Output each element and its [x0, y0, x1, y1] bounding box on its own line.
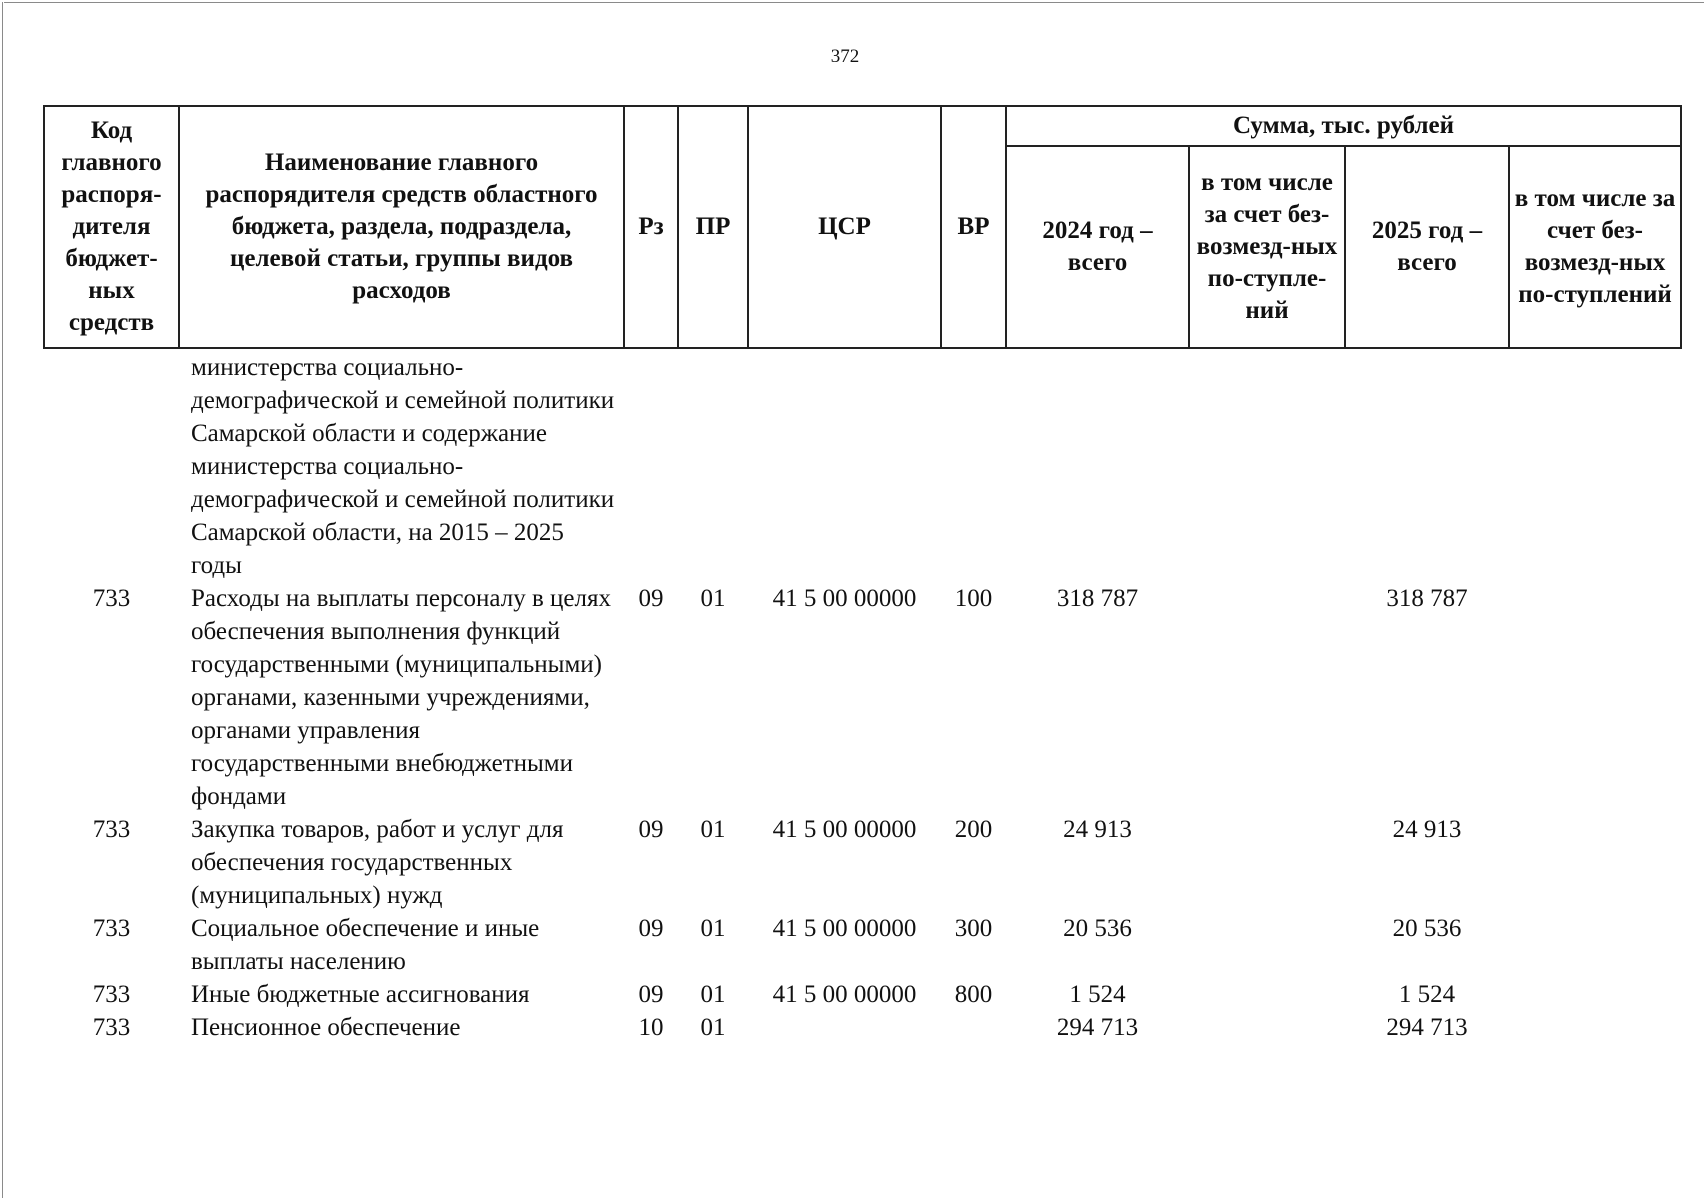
- header-code: Код главного распоря-дителя бюджет-ных средств: [44, 106, 179, 348]
- cell-code: 733: [92, 981, 131, 1008]
- cell-rz: 09: [638, 915, 664, 942]
- header-sum-group: Сумма, тыс. рублей: [1006, 106, 1681, 146]
- page-border-top: [4, 2, 1704, 3]
- cell-rz: 10: [638, 1014, 664, 1041]
- cell-vr: 300: [954, 915, 993, 942]
- table-row: [44, 978, 1681, 1011]
- cell-pr: 01: [700, 915, 726, 942]
- cell-pr: 01: [700, 981, 726, 1008]
- cell-2025-total: 24 913: [1392, 816, 1462, 843]
- header-csr: ЦСР: [748, 106, 941, 348]
- cell-2025-total: 1 524: [1398, 981, 1456, 1008]
- header-2024-total: 2024 год – всего: [1006, 146, 1189, 348]
- cell-2024-free: [1189, 582, 1345, 813]
- cell-name: министерства социально-демографической и семейной политики Самарской области и содержание министерства социально-демографической и семейной политики Самарской области, на 2015 – 2025 годы: [191, 354, 615, 579]
- cell-2024-free: [1189, 348, 1345, 582]
- cell-code: 733: [92, 816, 131, 843]
- page-number: 372: [830, 46, 860, 67]
- cell-2024-total: 24 913: [1063, 816, 1132, 843]
- cell-code: 733: [92, 1014, 131, 1041]
- cell-2025-free: [1509, 978, 1681, 1011]
- table-body: [44, 348, 1681, 1044]
- cell-csr: 41 5 00 00000: [772, 981, 917, 1008]
- cell-pr: 01: [700, 816, 726, 843]
- cell-2025-total: 294 713: [1386, 1014, 1468, 1041]
- cell-vr: 200: [954, 816, 993, 843]
- table-header: [44, 106, 1681, 348]
- cell-pr: [678, 348, 748, 582]
- header-2025-total: 2025 год – всего: [1345, 146, 1509, 348]
- cell-2024-free: [1189, 813, 1345, 912]
- header-vr: ВР: [941, 106, 1006, 348]
- cell-2024-free: [1189, 912, 1345, 978]
- cell-csr: 41 5 00 00000: [772, 816, 917, 843]
- header-name: Наименование главного распорядителя средств областного бюджета, раздела, подраздела, целевой статьи, группы видов расходов: [179, 106, 624, 348]
- cell-name: Закупка товаров, работ и услуг для обеспечения государственных (муниципальных) нужд: [191, 816, 564, 909]
- header-rz: Рз: [624, 106, 678, 348]
- cell-2025-free: [1509, 348, 1681, 582]
- cell-2024-free: [1189, 978, 1345, 1011]
- cell-rz: 09: [638, 816, 664, 843]
- cell-2024-total: 294 713: [1056, 1014, 1139, 1041]
- cell-2024-total: 20 536: [1063, 915, 1132, 942]
- cell-csr: 41 5 00 00000: [772, 915, 917, 942]
- cell-2024-free: [1189, 1011, 1345, 1044]
- cell-2025-free: [1509, 912, 1681, 978]
- cell-pr: 01: [700, 1014, 726, 1041]
- cell-rz: 09: [638, 981, 664, 1008]
- header-2025-free: в том числе за счет без-возмезд-ных по-ступлений: [1509, 146, 1681, 348]
- cell-name: Социальное обеспечение и иные выплаты населению: [191, 915, 540, 975]
- cell-2025-free: [1509, 813, 1681, 912]
- cell-name: Пенсионное обеспечение: [191, 1014, 461, 1041]
- cell-name: Иные бюджетные ассигнования: [191, 981, 530, 1008]
- cell-2024-total: 1 524: [1069, 981, 1126, 1008]
- cell-csr: [748, 1011, 941, 1044]
- cell-vr: [941, 348, 1006, 582]
- cell-2025-free: [1509, 582, 1681, 813]
- cell-vr: 800: [954, 981, 993, 1008]
- cell-vr: 100: [954, 585, 993, 612]
- page-border-left: [2, 2, 3, 1198]
- table-row: [44, 1011, 1681, 1044]
- cell-vr: [941, 1011, 1006, 1044]
- cell-code: [44, 348, 179, 582]
- table-row: [44, 582, 1681, 813]
- header-2024-free: в том числе за счет без-возмезд-ных по-ступле-ний: [1189, 146, 1345, 348]
- cell-2025-total: [1345, 348, 1509, 582]
- cell-2025-total: 318 787: [1386, 585, 1468, 612]
- cell-csr: 41 5 00 00000: [772, 585, 917, 612]
- cell-pr: 01: [700, 585, 726, 612]
- cell-code: 733: [92, 915, 131, 942]
- cell-rz: [624, 348, 678, 582]
- table-row: [44, 813, 1681, 912]
- header-pr: ПР: [678, 106, 748, 348]
- budget-table: [43, 105, 1682, 1044]
- table-row: [44, 912, 1681, 978]
- cell-2024-total: 318 787: [1056, 585, 1139, 612]
- cell-2025-free: [1509, 1011, 1681, 1044]
- cell-code: 733: [92, 585, 131, 612]
- cell-rz: 09: [638, 585, 664, 612]
- cell-2025-total: 20 536: [1392, 915, 1462, 942]
- table-row: [44, 348, 1681, 582]
- cell-name: Расходы на выплаты персоналу в целях обеспечения выполнения функций государственными (муниципальными) органами, казенными учреждениями, органами управления государственными внебюджетными фондами: [191, 585, 611, 810]
- cell-2024-total: [1006, 348, 1189, 582]
- cell-csr: [748, 348, 941, 582]
